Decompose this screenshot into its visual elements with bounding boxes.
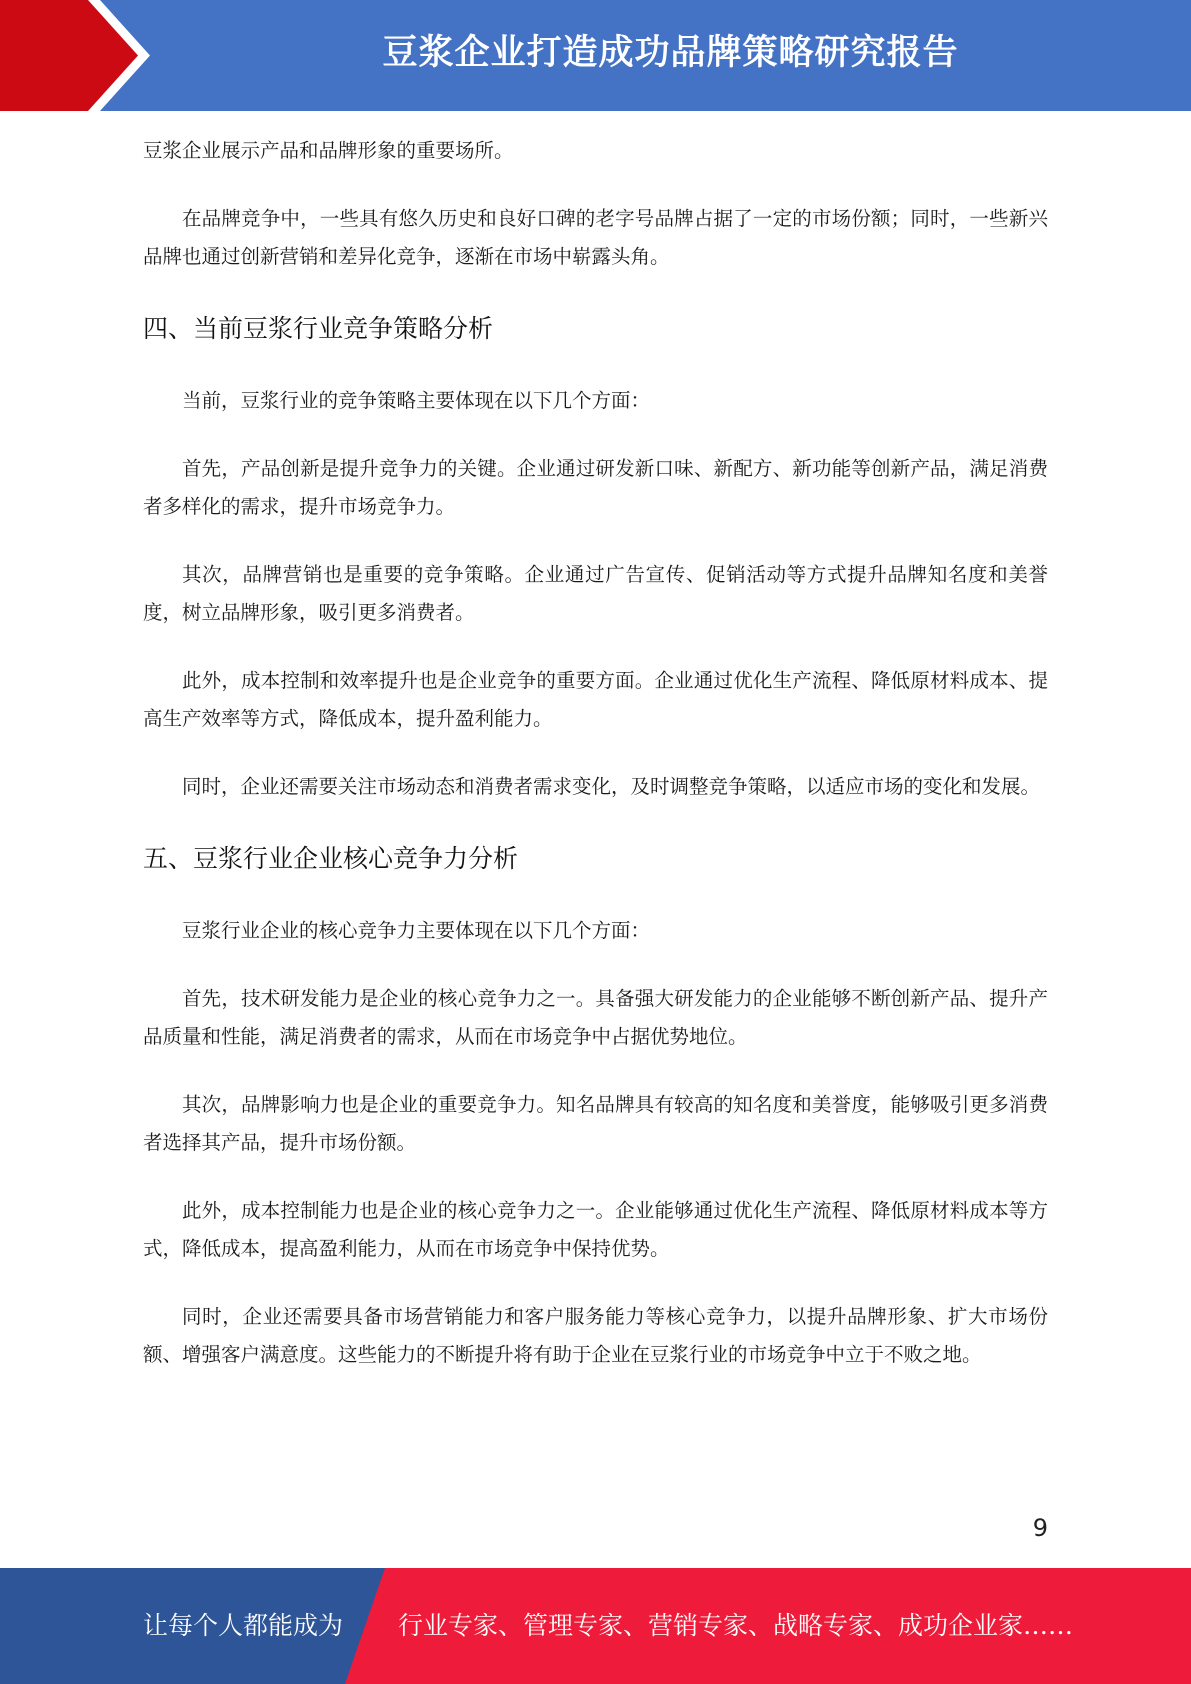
- document-body: [143, 132, 1048, 1404]
- page-header: [0, 0, 1191, 111]
- section-heading-4: 四、当前豆浆行业竞争策略分析: [143, 314, 494, 343]
- header-title: 豆浆企业打造成功品牌策略研究报告: [382, 33, 959, 73]
- paragraph: 其次，品牌影响力也是企业的重要竞争力。知名品牌具有较高的知名度和美誉度，能够吸引更多消费者选择其产品，提升市场份额。: [143, 1093, 1048, 1154]
- header-chevron-icon: [0, 0, 160, 111]
- footer-slogan-left: 让每个人都能成为: [143, 1611, 344, 1640]
- page-footer: [0, 1568, 1191, 1684]
- paragraph: 同时，企业还需要关注市场动态和消费者需求变化，及时调整竞争策略，以适应市场的变化和发展。: [182, 775, 1041, 798]
- paragraph: 豆浆企业展示产品和品牌形象的重要场所。: [143, 139, 514, 162]
- paragraph: 其次，品牌营销也是重要的竞争策略。企业通过广告宣传、促销活动等方式提升品牌知名度和美誉度，树立品牌形象，吸引更多消费者。: [143, 563, 1048, 624]
- paragraph: 此外，成本控制和效率提升也是企业竞争的重要方面。企业通过优化生产流程、降低原材料成本、提高生产效率等方式，降低成本，提升盈利能力。: [143, 669, 1048, 730]
- paragraph: 同时，企业还需要具备市场营销能力和客户服务能力等核心竞争力，以提升品牌形象、扩大市场份额、增强客户满意度。这些能力的不断提升将有助于企业在豆浆行业的市场竞争中立于不败之地。: [143, 1305, 1048, 1366]
- paragraph: 此外，成本控制能力也是企业的核心竞争力之一。企业能够通过优化生产流程、降低原材料成本等方式，降低成本，提高盈利能力，从而在市场竞争中保持优势。: [143, 1199, 1048, 1260]
- footer-slogan-right: 行业专家、管理专家、营销专家、战略专家、成功企业家……: [398, 1611, 1074, 1640]
- page-number: 9: [1032, 1514, 1048, 1542]
- paragraph: 首先，产品创新是提升竞争力的关键。企业通过研发新口味、新配方、新功能等创新产品，满足消费者多样化的需求，提升市场竞争力。: [143, 457, 1048, 518]
- section-heading-5: 五、豆浆行业企业核心竞争力分析: [143, 844, 519, 873]
- paragraph: 首先，技术研发能力是企业的核心竞争力之一。具备强大研发能力的企业能够不断创新产品、提升产品质量和性能，满足消费者的需求，从而在市场竞争中占据优势地位。: [143, 987, 1048, 1048]
- paragraph: 在品牌竞争中，一些具有悠久历史和良好口碑的老字号品牌占据了一定的市场份额；同时，一些新兴品牌也通过创新营销和差异化竞争，逐渐在市场中崭露头角。: [143, 207, 1048, 268]
- paragraph: 豆浆行业企业的核心竞争力主要体现在以下几个方面：: [182, 919, 651, 942]
- paragraph: 当前，豆浆行业的竞争策略主要体现在以下几个方面：: [182, 389, 651, 412]
